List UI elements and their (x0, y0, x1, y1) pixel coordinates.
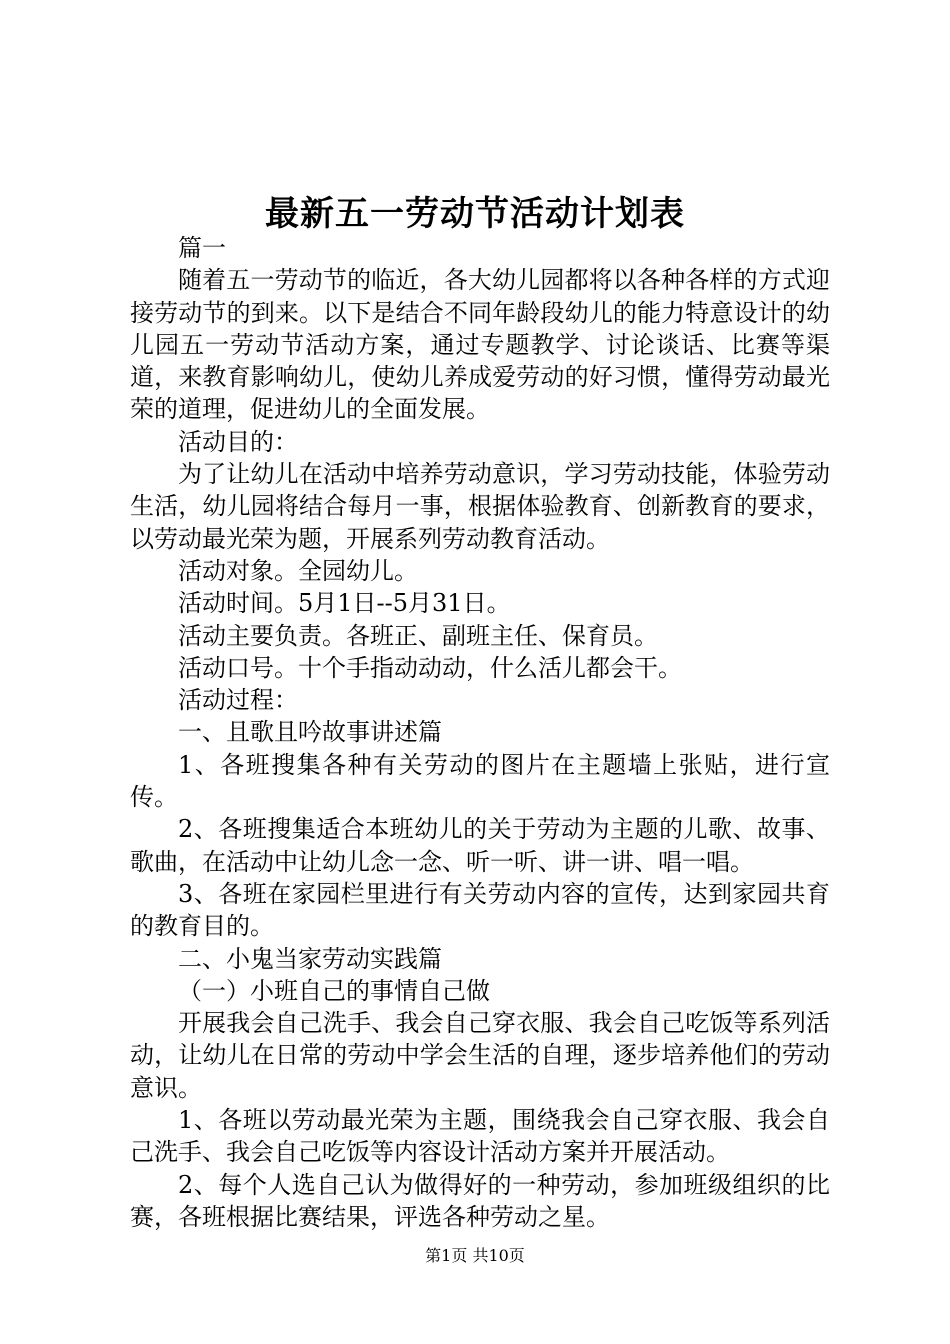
paragraph-item: 1、各班搜集各种有关劳动的图片在主题墙上张贴，进行宣传。 (130, 750, 830, 812)
document-title: 最新五一劳动节活动计划表 (265, 194, 685, 234)
paragraph-time: 活动时间。5月1日--5月31日。 (178, 589, 511, 618)
paragraph-target: 活动对象。全园幼儿。 (178, 556, 418, 585)
paragraph-slogan: 活动口号。十个手指动动动，什么活儿都会干。 (178, 653, 682, 682)
paragraph-purpose: 为了让幼儿在活动中培养劳动意识，学习劳动技能，体验劳动生活，幼儿园将结合每月一事，根据体验教育、创新教育的要求，以劳动最光荣为题，开展系列劳动教育活动。 (130, 460, 830, 553)
page-number-footer: 第1页 共10页 (425, 1246, 525, 1265)
paragraph-process-heading: 活动过程： (178, 686, 298, 715)
paragraph-part-two-heading: 二、小鬼当家劳动实践篇 (178, 944, 442, 973)
paragraph-responsible: 活动主要负责。各班正、副班主任、保育员。 (178, 621, 658, 650)
paragraph-section-label: 篇一 (178, 234, 226, 262)
paragraph-item: 2、每个人选自己认为做得好的一种劳动，参加班级组织的比赛，各班根据比赛结果，评选各种劳动之星。 (130, 1170, 830, 1231)
paragraph-subheading: （一）小班自己的事情自己做 (178, 976, 490, 1005)
paragraph-purpose-heading: 活动目的： (178, 427, 298, 456)
paragraph-item: 3、各班在家园栏里进行有关劳动内容的宣传，达到家园共育的教育目的。 (130, 879, 830, 941)
paragraph-part-one-heading: 一、且歌且吟故事讲述篇 (178, 718, 442, 747)
paragraph-intro: 随着五一劳动节的临近，各大幼儿园都将以各种各样的方式迎接劳动节的到来。以下是结合不同年龄段幼儿的能力特意设计的幼儿园五一劳动节活动方案，通过专题教学、讨论谈话、比赛等渠道，来教育影响幼儿，使幼儿养成爱劳动的好习惯，懂得劳动最光荣的道理，促进幼儿的全面发展。 (130, 266, 830, 424)
paragraph-activities: 开展我会自己洗手、我会自己穿衣服、我会自己吃饭等系列活动，让幼儿在日常的劳动中学会生活的自理，逐步培养他们的劳动意识。 (130, 1009, 830, 1102)
paragraph-item: 1、各班以劳动最光荣为主题，围绕我会自己穿衣服、我会自己洗手、我会自己吃饭等内容设计活动方案并开展活动。 (130, 1106, 830, 1167)
document-body (130, 232, 830, 1233)
paragraph-item: 2、各班搜集适合本班幼儿的关于劳动为主题的儿歌、故事、歌曲，在活动中让幼儿念一念、听一听、讲一讲、唱一唱。 (130, 815, 830, 876)
